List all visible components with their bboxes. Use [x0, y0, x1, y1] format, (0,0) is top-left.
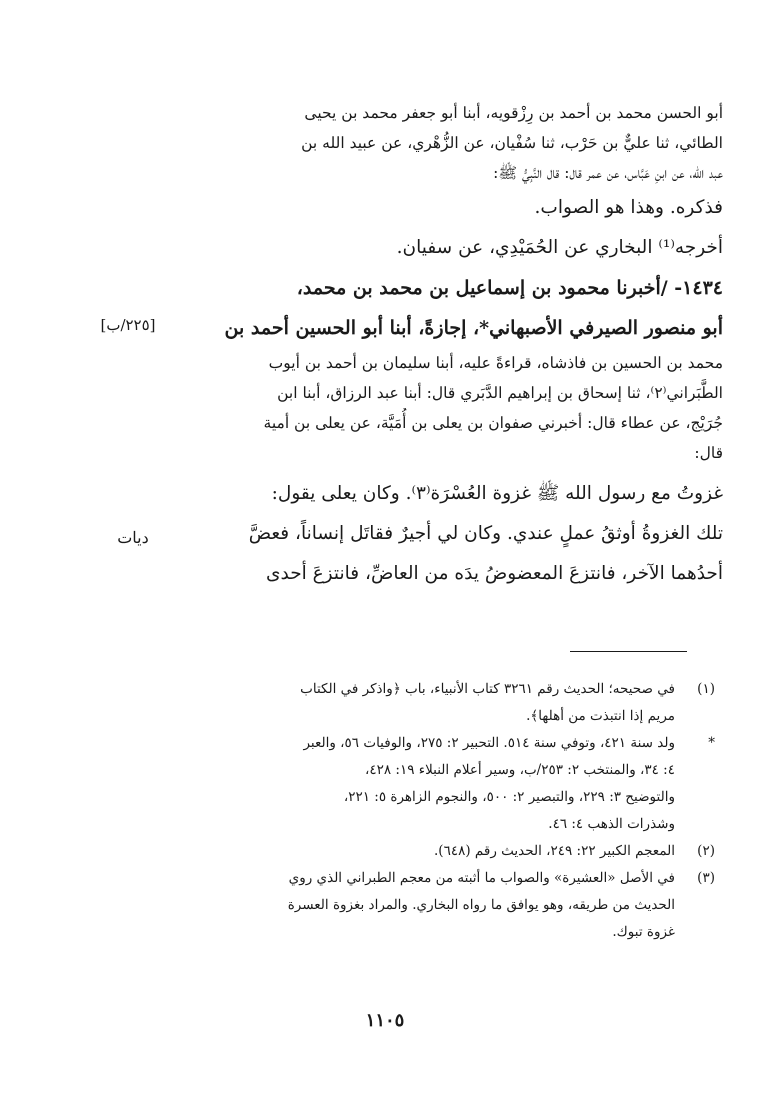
body-line: غزوتُ مع رسول الله ﷺ غزوة العُسْرَة⁽٣⁾. وكان يعلى يقول:	[271, 483, 723, 504]
footnote-line: مريم إذا انتبذت من أهلها﴾.	[526, 708, 675, 724]
footnote-number: (١)	[697, 681, 715, 697]
footnotes	[195, 676, 715, 946]
body-line: قال:	[694, 444, 723, 462]
footnote-line: والتوضيح ٣: ٢٢٩، والتبصير ٢: ٥٠٠، والنجوم الزاهرة ٥: ٢٢١،	[343, 789, 675, 805]
margin-topic-note: ديات	[117, 528, 149, 547]
body-line: جُرَيْج، عن عطاء قال: أخبرني صفوان بن يعلى بن أُمَيَّة، عن يعلى بن أمية	[263, 414, 723, 432]
hadith-heading: ١٤٣٤- /أخبرنا محمود بن إسماعيل بن محمد بن محمد،	[296, 277, 723, 299]
body-line: تلك الغزوةُ أوثقُ عملٍ عندي. وكان لي أجيرٌ فقاتَل إنساناً، فعضَّ	[248, 523, 723, 544]
footnote-line: ٤: ٣٤، والمنتخب ٢: ٢٥٣/ب، وسير أعلام النبلاء ١٩: ٤٢٨،	[364, 762, 675, 778]
body-line: عبد الله، عن ابنِ عَبَّاس، عن عمر قال: قال النَّبِيُّ ﷺ:	[493, 164, 723, 182]
footnote-line: المعجم الكبير ٢٢: ٢٤٩، الحديث رقم (٦٤٨).	[434, 843, 675, 859]
manuscript-folio-ref: [٢٢٥/ب]	[100, 316, 156, 334]
footnote-number: (٣)	[697, 870, 715, 886]
footnote-number: *	[708, 735, 715, 751]
footnote-number: (٢)	[697, 843, 715, 859]
footnote-divider	[570, 651, 687, 652]
footnote-line: الحديث من طريقه، وهو يوافق ما رواه البخاري. والمراد بغزوة العسرة	[287, 897, 675, 913]
footnote	[195, 730, 715, 838]
body-line: محمد بن الحسين بن فاذشاه، قراءةً عليه، أبنا سليمان بن أحمد بن أيوب	[268, 354, 723, 372]
footnote-line: في صحيحه؛ الحديث رقم ٣٢٦١ كتاب الأنبياء، باب ﴿واذكر في الكتاب	[300, 681, 675, 697]
footnote-line: ولد سنة ٤٢١، وتوفي سنة ٥١٤. التحبير ٢: ٢٧٥، والوفيات ٥٦، والعبر	[303, 735, 675, 751]
footnote-line: وشذرات الذهب ٤: ٤٦.	[548, 816, 675, 832]
body-line: فذكره. وهذا هو الصواب.	[534, 197, 723, 218]
footnote	[195, 838, 715, 865]
page-number: ١١٠٥	[365, 1010, 405, 1031]
body-line: أبو الحسن محمد بن أحمد بن رِزْقويه، أبنا أبو جعفر محمد بن يحيى	[304, 104, 723, 122]
footnote	[195, 865, 715, 946]
body-line: أخرجه⁽¹⁾ البخاري عن الحُمَيْدِي، عن سفيان.	[396, 237, 723, 258]
body-line: أحدُهما الآخر، فانتزعَ المعضوضُ يدَه من العاضِّ، فانتزعَ أحدى	[266, 563, 723, 584]
footnote-line: غزوة تبوك.	[612, 924, 675, 940]
hadith-heading: أبو منصور الصيرفي الأصبهاني*، إجازةً، أبنا أبو الحسين أحمد بن	[224, 317, 723, 339]
footnote	[195, 676, 715, 730]
body-line: الطَّبَراني⁽٢⁾، ثنا إسحاق بن إبراهيم الدَّبَري قال: أبنا عبد الرزاق، أبنا ابن	[277, 384, 723, 402]
main-text	[195, 98, 723, 594]
body-line: الطائي، ثنا عليٌّ بن حَرْب، ثنا سُفْيان، عن الزُّهْري، عن عبيد الله بن	[301, 134, 723, 152]
footnote-line: في الأصل «العشيرة» والصواب ما أثبته من معجم الطبراني الذي روي	[288, 870, 675, 886]
